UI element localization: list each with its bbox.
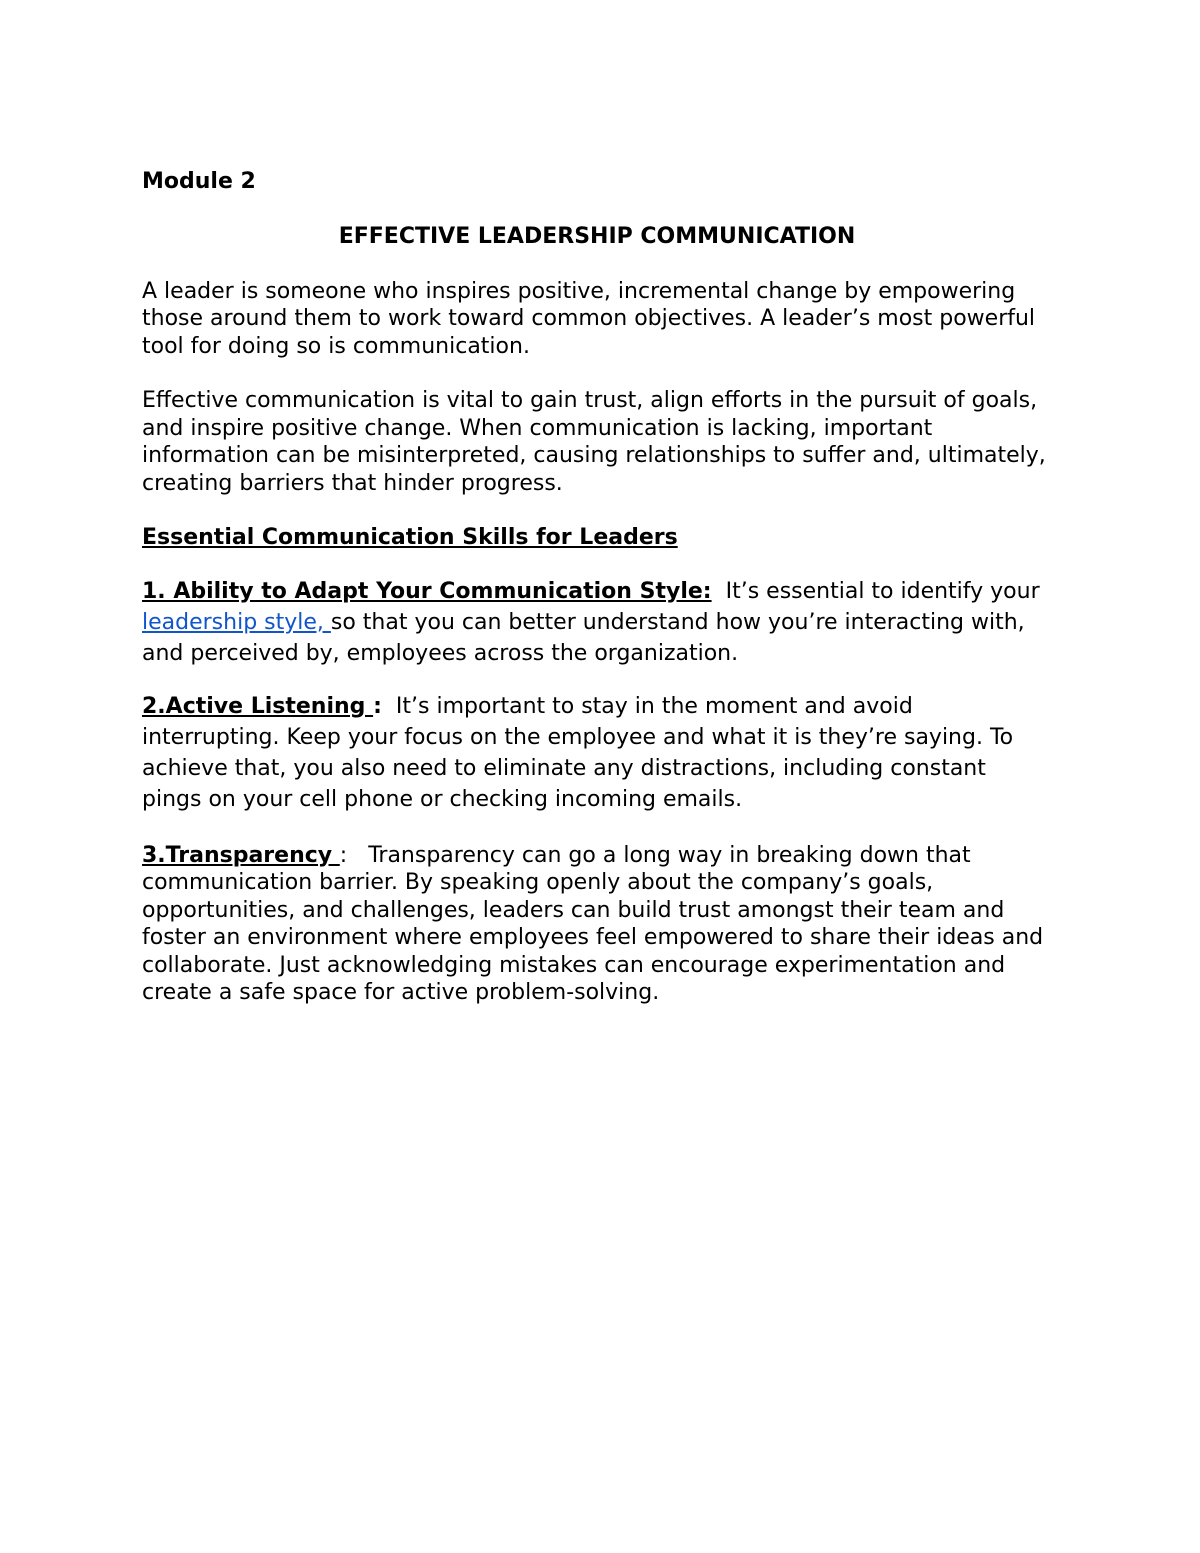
skill-heading-active-listening: 2.Active Listening [142, 693, 374, 719]
module-label: Module 2 [142, 169, 256, 194]
skill-item-active-listening [142, 691, 1052, 815]
document-body [142, 168, 1052, 1007]
skill-text-active-listening: It’s important to stay in the moment and avoid interrupting. Keep your focus on the employee and what it is they’re saying. To achieve that, you also need to eliminate any distractions, including constant pings on your cell phone or checking incoming emails. [142, 693, 1014, 812]
skill-item-transparency [142, 842, 1052, 1007]
skill-colon-transparency: : [339, 842, 348, 868]
skill-text-adapt-style-after: so that you can better understand how you’re interacting with, and perceived by, employees across the organization. [142, 609, 1025, 666]
section-heading: Essential Communication Skills for Leaders [142, 525, 678, 550]
skill-text-adapt-style-before: It’s essential to identify your [725, 578, 1040, 604]
intro-paragraph: A leader is someone who inspires positive, incremental change by empowering those around them to work toward common objectives. A leader’s most powerful tool for doing so is communication. [142, 278, 1036, 359]
skill-heading-adapt-style: 1. Ability to Adapt Your Communication Style: [142, 578, 712, 604]
skill-item-adapt-style [142, 576, 1052, 669]
leadership-style-link[interactable]: leadership style, [142, 609, 331, 635]
skill-colon-active-listening-mark: : [373, 693, 382, 719]
skill-text-transparency: Transparency can go a long way in breaking down that communication barrier. By speaking openly about the company’s goals, opportunities, and challenges, leaders can build trust amongst their team and foster an environment where employees feel empowered to share their ideas and collaborate. Just acknowledging mistakes can encourage experimentation and create a safe space for active problem-solving. [142, 842, 1044, 1005]
page-title: EFFECTIVE LEADERSHIP COMMUNICATION [338, 224, 856, 249]
communication-paragraph: Effective communication is vital to gain trust, align efforts in the pursuit of goals, and inspire positive change. When communication is lacking, important information can be misinterpreted, causing relationships to suffer and, ultimately, creating barriers that hinder progress. [142, 388, 1046, 496]
skill-colon-active-listening [373, 694, 382, 719]
skill-heading-transparency: 3.Transparency [142, 842, 340, 868]
